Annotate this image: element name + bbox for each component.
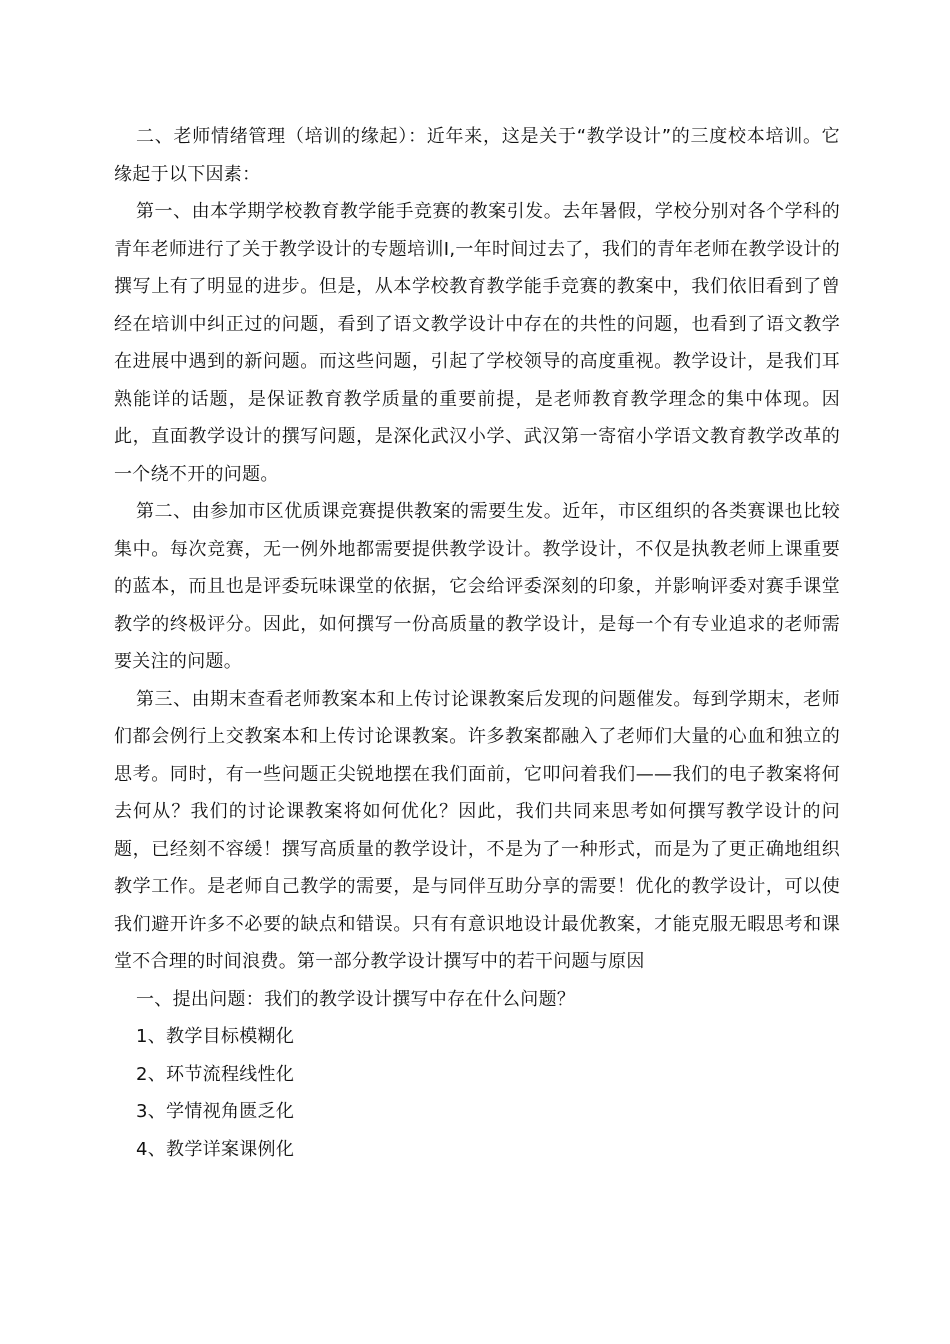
paragraph-first-reason: 第一、由本学期学校教育教学能手竞赛的教案引发。去年暑假，学校分别对各个学科的青年老师进行了关于教学设计的专题培训Ⅰ,一年时间过去了，我们的青年老师在教学设计的撰写上有了明显的进步。但是，从本学校教育教学能手竞赛的教案中，我们依旧看到了曾经在培训中纠正过的问题，看到了语文教学设计中存在的共性的问题，也看到了语文教学在进展中遇到的新问题。而这些问题，引起了学校领导的高度重视。教学设计，是我们耳熟能详的话题，是保证教育教学质量的重要前提，是老师教育教学理念的集中体现。因此，直面教学设计的撰写问题，是深化武汉小学、武汉第一寄宿小学语文教育教学改革的一个绕不开的问题。	[114, 201, 840, 485]
list-item: 2、环节流程线性化	[136, 1063, 295, 1085]
paragraph-third-reason: 第三、由期末查看老师教案本和上传讨论课教案后发现的问题催发。每到学期末，老师们都会例行上交教案本和上传讨论课教案。许多教案都融入了老师们大量的心血和独立的思考。同时，有一些问题正尖锐地摆在我们面前，它叩问着我们——我们的电子教案将何去何从？我们的讨论课教案将如何优化？因此，我们共同来思考如何撰写教学设计的问题，已经刻不容缓！撰写高质量的教学设计，不是为了一种形式，而是为了更正确地组织教学工作。是老师自己教学的需要，是与同伴互助分享的需要！优化的教学设计，可以使我们避开许多不必要的缺点和错误。只有有意识地设计最优教案，才能克服无暇思考和课堂不合理的时间浪费。第一部分教学设计撰写中的若干问题与原因	[114, 688, 840, 972]
list-item: 3、学情视角匮乏化	[136, 1101, 295, 1122]
list-item: 1、教学目标模糊化	[136, 1026, 295, 1047]
paragraph-second-reason: 第二、由参加市区优质课竞赛提供教案的需要生发。近年，市区组织的各类赛课也比较集中。每次竞赛，无一例外地都需要提供教学设计。教学设计，不仅是执教老师上课重要的蓝本，而且也是评委玩味课堂的依据，它会给评委深刻的印象，并影响评委对赛手课堂教学的终极评分。因此，如何撰写一份高质量的教学设计，是每一个有专业追求的老师需要关注的问题。	[114, 501, 840, 672]
paragraph-question: 一、提出问题：我们的教学设计撰写中存在什么问题？	[136, 988, 576, 1010]
list-item: 4、教学详案课例化	[136, 1138, 295, 1160]
paragraph-origin: 二、老师情绪管理（培训的缘起）：近年来，这是关于“教学设计”的三度校本培训。它缘起于以下因素：	[114, 126, 840, 185]
document-body	[114, 118, 840, 1168]
